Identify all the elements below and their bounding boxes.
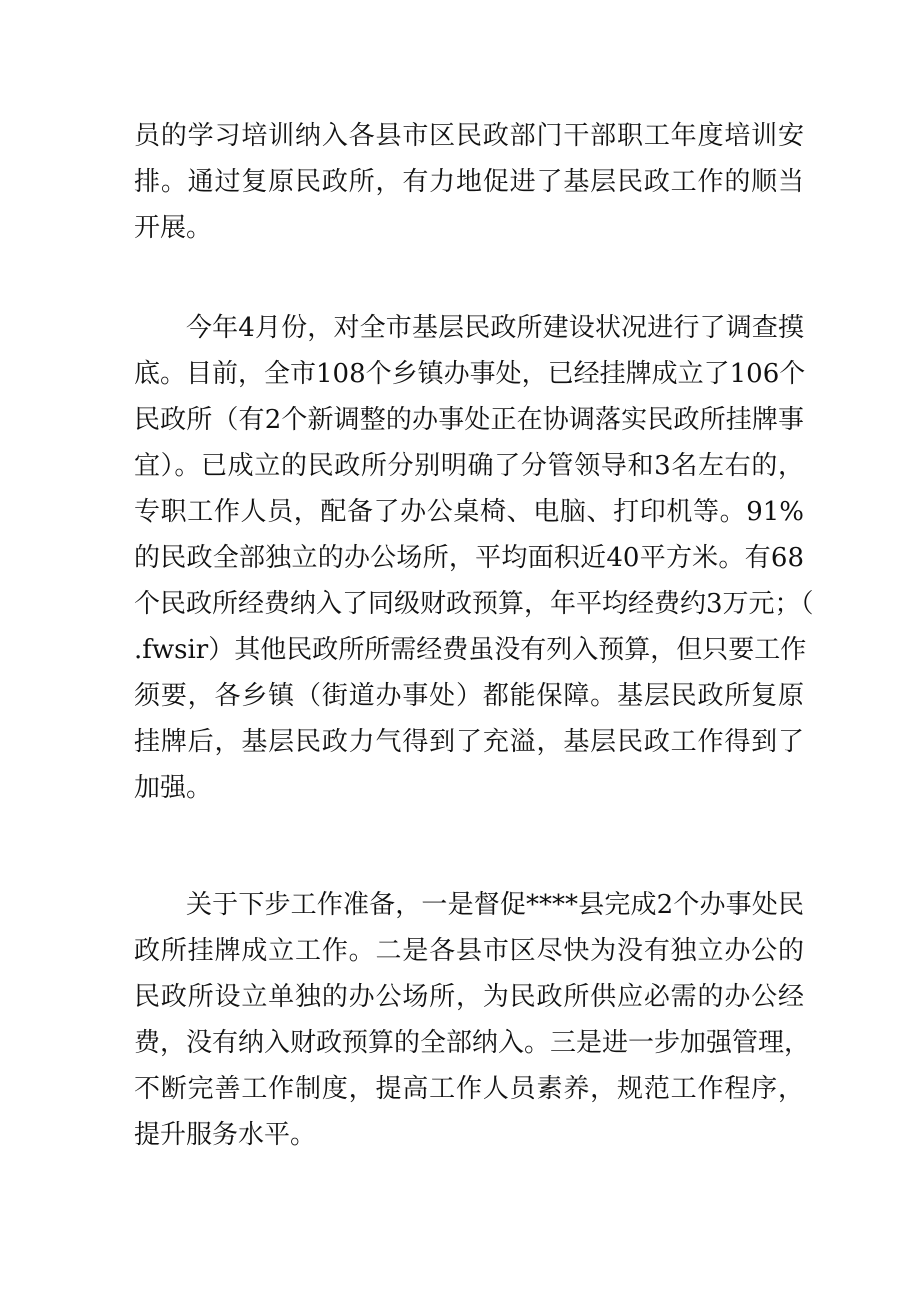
paragraph-line: 员的学习培训纳入各县市区民政部门干部职工年度培训安 — [134, 121, 804, 151]
paragraph-line: 关于下步工作准备，一是督促****县完成2个办事处民 — [186, 890, 804, 920]
paragraph-line: 个民政所经费纳入了同级财政预算，年平均经费约3万元；（ — [134, 589, 814, 619]
paragraph-line: .fwsir）其他民政所所需经费虽没有列入预算，但只要工作 — [134, 635, 807, 665]
paragraph-line: 底。目前，全市108个乡镇办事处，已经挂牌成立了106个 — [134, 359, 806, 389]
paragraph-line: 提升服务水平。 — [134, 1120, 317, 1150]
paragraph-continuation — [134, 113, 804, 251]
paragraph-survey — [134, 305, 814, 811]
paragraph-line: 挂牌后，基层民政力气得到了充溢，基层民政工作得到了 — [134, 727, 804, 757]
paragraph-line: 须要，各乡镇（街道办事处）都能保障。基层民政所复原 — [134, 681, 804, 711]
paragraph-next-steps — [134, 882, 811, 1158]
paragraph-line: 宜）。已成立的民政所分别明确了分管领导和3名左右的， — [134, 451, 804, 481]
paragraph-line: 加强。 — [134, 773, 213, 803]
paragraph-line: 民政所设立单独的办公场所，为民政所供应必需的办公经 — [134, 982, 804, 1012]
paragraph-line: 的民政全部独立的办公场所，平均面积近40平方米。有68 — [134, 543, 804, 573]
paragraph-line: 专职工作人员，配备了办公桌椅、电脑、打印机等。91% — [134, 497, 804, 527]
paragraph-line: 开展。 — [134, 213, 213, 243]
paragraph-line: 政所挂牌成立工作。二是各县市区尽快为没有独立办公的 — [134, 936, 804, 966]
paragraph-line: 费，没有纳入财政预算的全部纳入。三是进一步加强管理， — [134, 1028, 811, 1058]
paragraph-line: 排。通过复原民政所，有力地促进了基层民政工作的顺当 — [134, 167, 804, 197]
paragraph-line: 民政所（有2个新调整的办事处正在协调落实民政所挂牌事 — [134, 405, 804, 435]
paragraph-line: 不断完善工作制度，提高工作人员素养，规范工作程序， — [134, 1074, 804, 1104]
paragraph-line: 今年4月份，对全市基层民政所建设状况进行了调查摸 — [186, 313, 804, 343]
